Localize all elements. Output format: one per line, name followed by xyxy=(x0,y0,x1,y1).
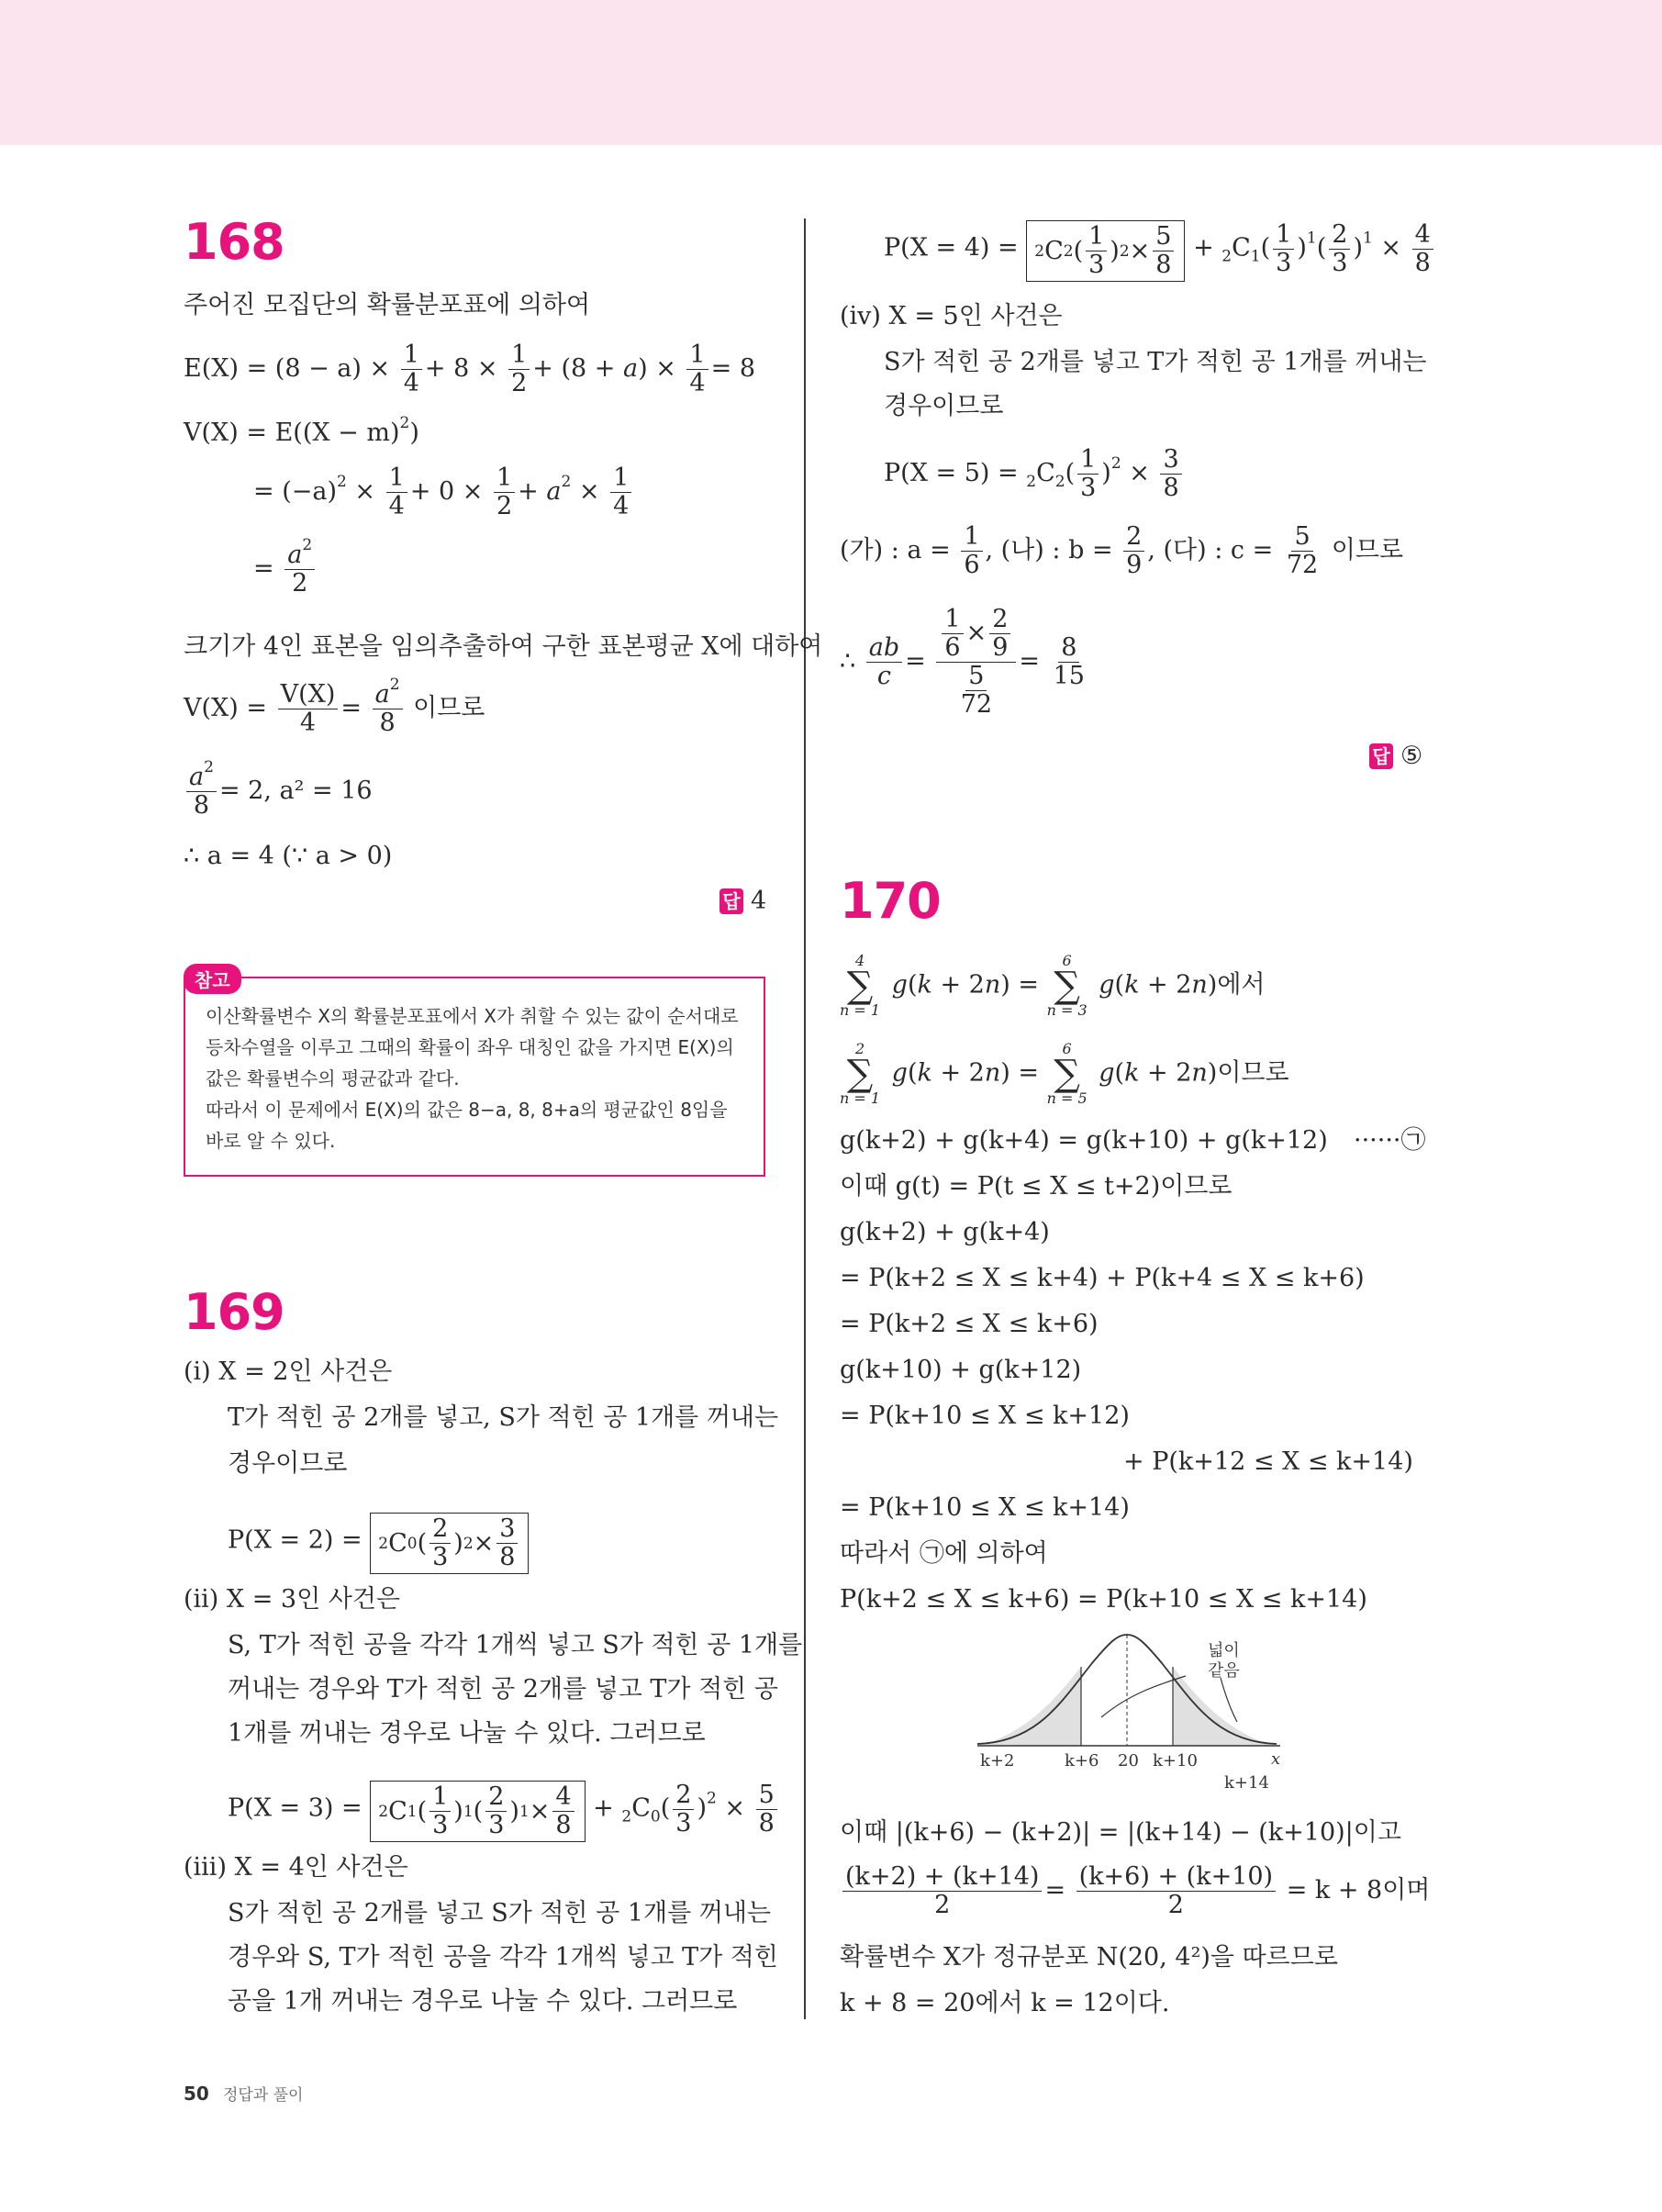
p170-line: 확률변수 X가 정규분포 N(20, 4²)을 따르므로 xyxy=(840,1943,1338,1972)
arrow-to-right-area xyxy=(1221,1678,1237,1722)
p170-sum2: 2 ∑ n = 1 g(k + 2n) = 6 ∑ n = 5 g(k + 2n)이므로 xyxy=(840,1040,1289,1107)
p169-p3: P(X = 3) = 2 C 1 ( $\frac{1}{3}$ ) 1 ( $\frac{2}{3}$ ) 1 × $\frac{4}{8}$ + $_2C_0$( $\frac{2}{3}$ )$^2$ × $\frac{5}{8}$ xyxy=(228,1781,780,1842)
boxed-expression: 2 C 1 ( $\frac{1}{3}$ ) 1 ( $\frac{2}{3}$ ) 1 × $\frac{4}{8}$ xyxy=(370,1781,585,1842)
top-band xyxy=(0,0,1662,145)
p169-case2-text: S, T가 적힌 공을 각각 1개씩 넣고 S가 적힌 공 1개를 xyxy=(228,1631,803,1659)
answer-badge: 답 xyxy=(719,888,743,914)
p168-intro: 주어진 모집단의 확률분포표에 의하여 xyxy=(184,291,591,319)
p168-expectation: E(X) = (8 − a) × $\frac{1}{4}$ + 8 × $\frac{1}{2}$ + (8 + a) × $\frac{1}{4}$ = 8 xyxy=(184,341,755,397)
answer-badge: 답 xyxy=(1369,743,1393,769)
page-number: 50 xyxy=(184,2083,209,2105)
p168-variance-line1: = $(-a)^2$ × $\frac{1}{4}$ + 0 × $\frac{1}{2}$ + $a^2$ × $\frac{1}{4}$ xyxy=(253,464,634,520)
section-label: 정답과 풀이 xyxy=(222,2086,304,2105)
p169-case4-title: (iv) X = 5인 사건은 xyxy=(840,302,1063,330)
p170-eq1: g(k+2) + g(k+4) = g(k+10) + g(k+12) xyxy=(840,1126,1328,1155)
p168-conclusion: ∴ a = 4 (∵ a > 0) xyxy=(184,842,393,870)
note-line: 값은 확률변수의 평균값과 같다. xyxy=(206,1067,460,1089)
p168-variance-def: $V(X) = E((X - m)^2)$ xyxy=(184,414,419,447)
note-badge: 참고 xyxy=(184,964,241,994)
normal-distribution-graph xyxy=(973,1630,1303,1804)
p170-line: = P(k+10 ≤ X ≤ k+14) xyxy=(840,1493,1130,1522)
p169-case3-text: S가 적힌 공 2개를 넣고 S가 적힌 공 1개를 꺼내는 xyxy=(228,1899,771,1927)
answer-value: 4 xyxy=(751,887,767,915)
p170-midpoint: $\frac{(k+2) + (k+14)}{2}$ = $\frac{(k+6) + (k+10)}{2}$ = k + 8이며 xyxy=(840,1863,1430,1919)
note-line: 따라서 이 문제에서 E(X)의 값은 8−a, 8, 8+a의 평균값인 8임을 xyxy=(206,1099,728,1121)
p168-a-squared: $\frac{a^2}{8}$ = 2, a² = 16 xyxy=(184,764,373,820)
answer-value: ⑤ xyxy=(1400,742,1423,770)
p169-case1-text: 경우이므로 xyxy=(228,1449,348,1478)
p169-labels: (가) : a = $\frac{1}{6}$ , (나) : b = $\frac{2}{9}$ , (다) : c = $\frac{5}{72}$ 이므로 xyxy=(840,522,1404,579)
p168-answer xyxy=(719,887,766,915)
p170-line: k + 8 = 20에서 k = 12이다. xyxy=(840,1989,1170,2017)
p170-line: 이때 |(k+6) − (k+2)| = |(k+14) − (k+10)|이고 xyxy=(840,1818,1401,1847)
tick-label: 20 xyxy=(1118,1751,1139,1771)
p170-line: g(k+10) + g(k+12) xyxy=(840,1356,1082,1384)
note-line: 이산확률변수 X의 확률분포표에서 X가 취할 수 있는 값이 순서대로 xyxy=(206,1005,739,1027)
p169-case3-text: 경우와 S, T가 적힌 공을 각각 1개씩 넣고 T가 적힌 xyxy=(228,1943,778,1972)
p170-eq1-mark: ······㉠ xyxy=(1354,1126,1426,1155)
p170-line: P(k+2 ≤ X ≤ k+6) = P(k+10 ≤ X ≤ k+14) xyxy=(840,1585,1367,1614)
p169-case2-title: (ii) X = 3인 사건은 xyxy=(184,1585,401,1614)
p168-variance-line2: = $\frac{a^2}{2}$ xyxy=(253,542,318,598)
p170-line: = P(k+2 ≤ X ≤ k+6) xyxy=(840,1310,1099,1338)
area-label-2: 같음 xyxy=(1208,1661,1240,1681)
tick-label: k+6 xyxy=(1065,1751,1099,1771)
p169-case4-text: 경우이므로 xyxy=(884,392,1004,420)
note-line: 바로 알 수 있다. xyxy=(206,1130,336,1152)
area-label-1: 넓이 xyxy=(1208,1641,1240,1660)
problem-number-169: 169 xyxy=(184,1283,284,1341)
p169-answer xyxy=(1369,742,1422,770)
p169-case1-title: (i) X = 2인 사건은 xyxy=(184,1357,393,1386)
p170-line: = P(k+2 ≤ X ≤ k+4) + P(k+4 ≤ X ≤ k+6) xyxy=(840,1264,1365,1292)
p169-p5: $P(X = 5) = _2C_2$( $\frac{1}{3}$ )$^2$ × $\frac{3}{8}$ xyxy=(884,446,1185,502)
p169-ratio: ∴ $\frac{ab}{c}$ = $\frac{1}{6}$ × $\frac{2}{9}$ $\frac{5}{72}$ = $\frac{8}{15}$ xyxy=(840,605,1085,719)
tick-label: k+2 xyxy=(980,1751,1015,1771)
p169-case2-text: 꺼내는 경우와 T가 적힌 공 2개를 넣고 T가 적힌 공 xyxy=(228,1675,778,1704)
p170-line: + P(k+12 ≤ X ≤ k+14) xyxy=(1123,1447,1413,1476)
p170-line: g(k+2) + g(k+4) xyxy=(840,1218,1050,1246)
boxed-expression: 2 C 0 ( $\frac{2}{3}$ ) 2 × $\frac{3}{8}$ xyxy=(370,1513,529,1574)
p169-case3-text: 공을 1개 꺼내는 경우로 나눌 수 있다. 그러므로 xyxy=(228,1987,738,2016)
p168-vbar: V(X) = $\frac{V(X)}{4}$ = $\frac{a^2}{8}$ 이므로 xyxy=(184,676,485,737)
p170-sum1: 4 ∑ n = 1 g(k + 2n) = 6 ∑ n = 3 g(k + 2n)에서 xyxy=(840,952,1266,1019)
tick-label: k+14 xyxy=(1224,1773,1269,1793)
note-line: 등차수열을 이루고 그때의 확률이 좌우 대칭인 값을 가지면 E(X)의 xyxy=(206,1036,734,1058)
left-shaded-area xyxy=(987,1667,1081,1746)
p168-sample-text: 크기가 4인 표본을 임의추출하여 구한 표본평균 X에 대하여 xyxy=(184,632,823,661)
p169-p2: P(X = 2) = 2 C 0 ( $\frac{2}{3}$ ) 2 × $\frac{3}{8}$ xyxy=(228,1513,529,1574)
p169-case2-text: 1개를 꺼내는 경우로 나눌 수 있다. 그러므로 xyxy=(228,1719,706,1748)
p170-line: = P(k+10 ≤ X ≤ k+12) xyxy=(840,1402,1130,1430)
problem-number-168: 168 xyxy=(184,213,284,271)
page-footer xyxy=(184,2082,303,2105)
p170-def: 이때 g(t) = P(t ≤ X ≤ t+2)이므로 xyxy=(840,1172,1233,1201)
problem-number-170: 170 xyxy=(840,872,941,930)
p170-line: 따라서 ㉠에 의하여 xyxy=(840,1539,1048,1568)
column-divider xyxy=(804,218,806,2019)
boxed-expression: 2 C 2 ( $\frac{1}{3}$ ) 2 × $\frac{5}{8}$ xyxy=(1026,220,1185,282)
tick-label: k+10 xyxy=(1153,1751,1198,1771)
p169-case1-text: T가 적힌 공 2개를 넣고, S가 적힌 공 1개를 꺼내는 xyxy=(228,1403,779,1432)
p169-case4-text: S가 적힌 공 2개를 넣고 T가 적힌 공 1개를 꺼내는 xyxy=(884,348,1427,376)
p169-case3-title: (iii) X = 4인 사건은 xyxy=(184,1853,408,1882)
x-axis-label: x xyxy=(1271,1749,1281,1769)
p169-p4: P(X = 4) = 2 C 2 ( $\frac{1}{3}$ ) 2 × $\frac{5}{8}$ + $_2C_1$( $\frac{1}{3}$ )$^1$( $\frac{2}{3}$ )$^1$ × $\frac{4}{8}$ xyxy=(884,220,1436,282)
